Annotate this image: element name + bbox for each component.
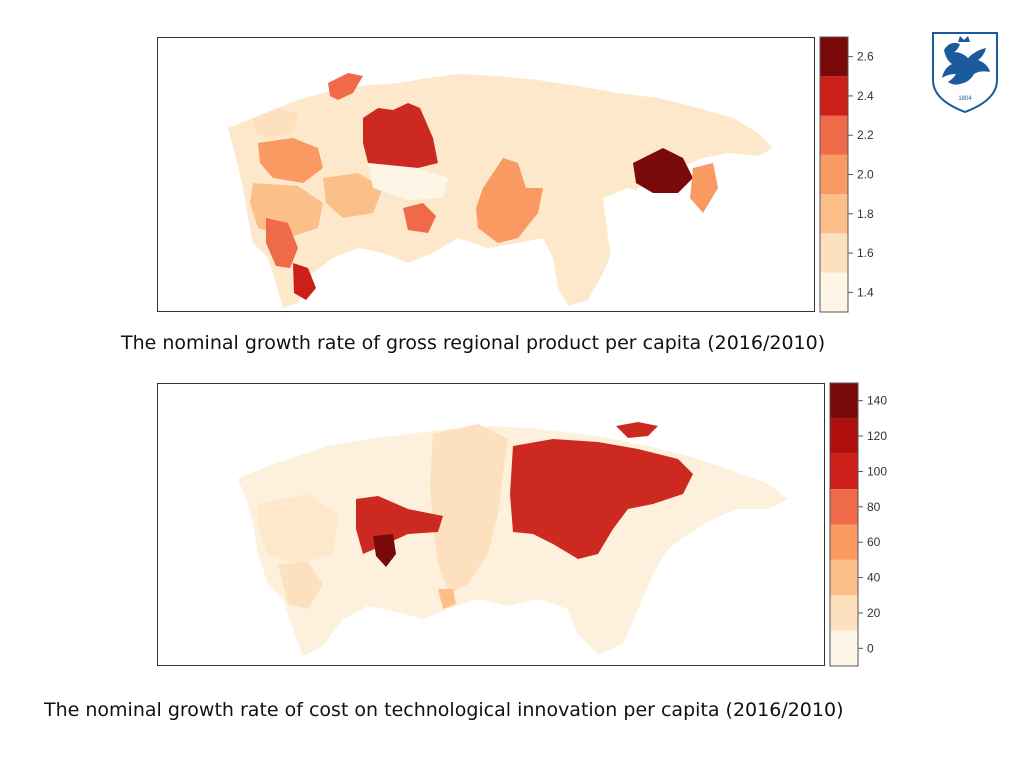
legend1-swatch [820,76,848,115]
legend2-swatch [830,454,858,489]
map2-caption: The nominal growth rate of cost on technological innovation per capita (2016/2010) [44,699,844,721]
legend1-tick-label: 1.6 [857,246,874,261]
map2-chukotka [616,422,658,438]
legend2-swatch [830,595,858,630]
legend1-swatch [820,273,848,312]
map1-sea [603,188,663,293]
legend2-swatch [830,489,858,524]
legend1-swatch [820,194,848,233]
legend2-swatch [830,525,858,560]
legend2-svg [830,383,900,666]
legend1-swatch [820,233,848,272]
legend2-tick-label: 120 [867,429,888,444]
legend2-tick-label: 60 [867,535,881,550]
legend2-swatch [830,418,858,453]
logo-year: 1804 [958,96,972,102]
dragon-crest-icon [930,30,1000,114]
university-logo [930,30,1000,114]
technological-innovation-legend [830,383,900,666]
legend2-tick-label: 0 [867,641,874,656]
gross-regional-product-map [157,37,815,312]
gross-regional-product-legend [820,37,890,312]
legend2-swatch [830,383,858,418]
map1-caption: The nominal growth rate of gross regional product per capita (2016/2010) [121,332,826,354]
legend1-swatch [820,37,848,76]
legend1-tick-label: 2.4 [857,88,874,103]
legend1-swatch [820,116,848,155]
legend2-tick-label: 80 [867,499,881,514]
map1-kamchatka [690,163,718,213]
legend1-tick-label: 1.8 [857,206,874,221]
legend1-svg [820,37,890,312]
legend2-tick-label: 140 [867,393,888,408]
legend2-tick-label: 20 [867,605,881,620]
legend1-tick-label: 2.2 [857,128,874,143]
legend2-swatch [830,560,858,595]
legend2-tick-label: 40 [867,570,881,585]
technological-innovation-map [157,383,825,666]
map1-regions [158,38,814,311]
legend1-swatch [820,155,848,194]
legend1-tick-label: 1.4 [857,285,874,300]
map2-regions [158,384,824,665]
legend1-tick-label: 2.0 [857,167,874,182]
legend2-swatch [830,631,858,666]
legend2-tick-label: 100 [867,464,888,479]
legend1-tick-label: 2.6 [857,49,874,64]
